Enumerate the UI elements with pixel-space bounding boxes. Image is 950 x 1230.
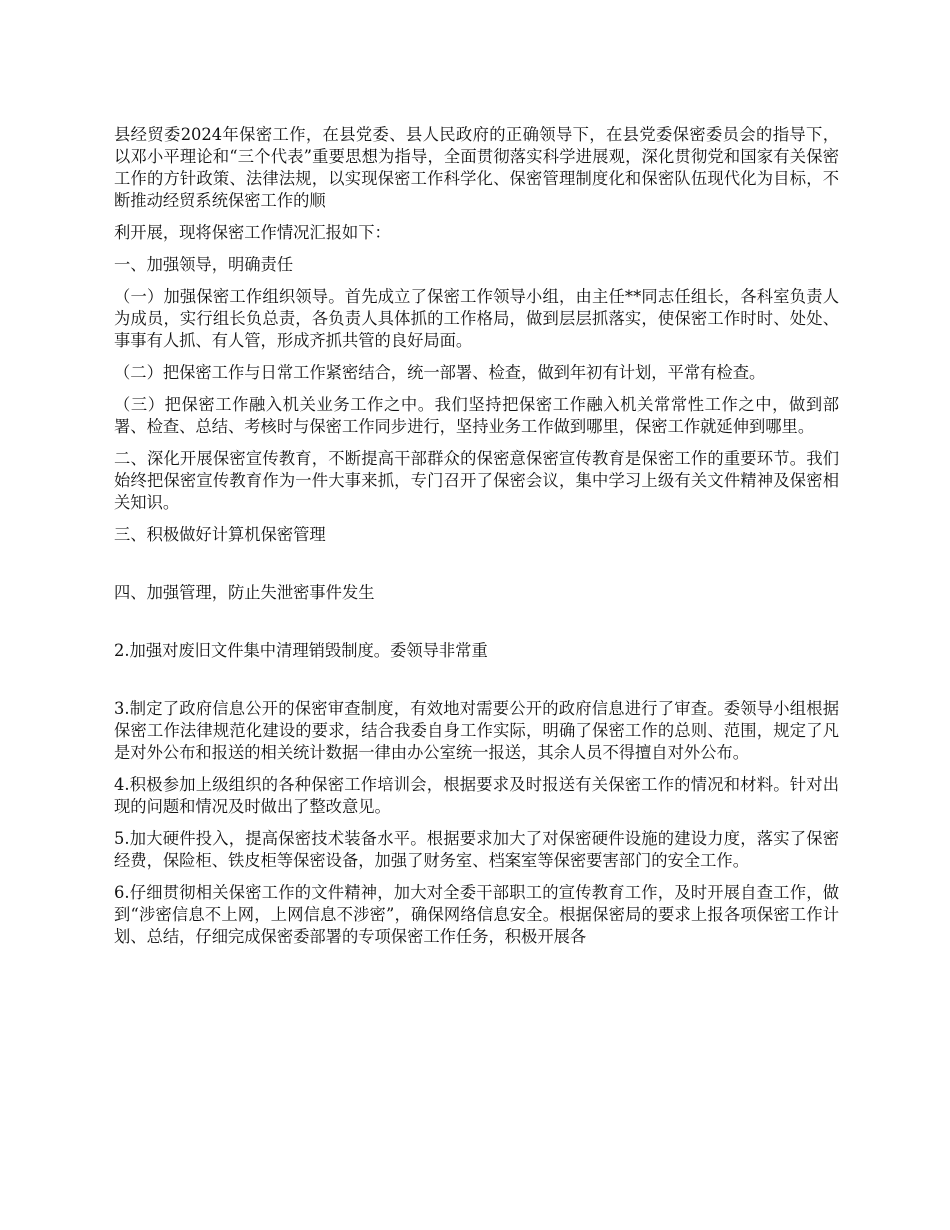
document-page <box>114 124 839 958</box>
paragraph-intro-continued: 利开展，现将保密工作情况汇报如下： <box>114 223 391 242</box>
heading-section-4: 四、加强管理，防止失泄密事件发生 <box>114 583 375 602</box>
paragraph-item-2: （二）把保密工作与日常工作紧密结合，统一部署、检查，做到年初有计划，平常有检查。 <box>114 363 766 382</box>
heading-section-1: 一、加强领导，明确责任 <box>114 255 294 274</box>
paragraph-point-5: 5.加大硬件投入，提高保密技术装备水平。根据要求加大了对保密硬件设施的建设力度，落实了保密经费，保险柜、铁皮柜等保密设备，加强了财务室、档案室等保密要害部门的安全工作。 <box>114 829 839 870</box>
paragraph-item-3: （三）把保密工作融入机关业务工作之中。我们坚持把保密工作融入机关常常性工作之中，做到部署、检查、总结、考核时与保密工作同步进行，坚持业务工作做到哪里，保密工作就延伸到哪里。 <box>114 395 839 436</box>
paragraph-item-1: （一）加强保密工作组织领导。首先成立了保密工作领导小组，由主任**同志任组长，各科室负责人为成员，实行组长负总责，各负责人具体抓的工作格局，做到层层抓落实，使保密工作时时、处处、事事有人抓、有人管，形成齐抓共管的良好局面。 <box>114 287 839 350</box>
paragraph-intro: 县经贸委2024年保密工作，在县党委、县人民政府的正确领导下，在县党委保密委员会的指导下，以邓小平理论和“三个代表”重要思想为指导，全面贯彻落实科学进展观，深化贯彻党和国家有关保密工作的方针政策、法律法规，以实现保密工作科学化、保密管理制度化和保密队伍现代化为目标，不断推动经贸系统保密工作的顺 <box>114 125 839 210</box>
paragraph-point-2: 2.加强对废旧文件集中清理销毁制度。委领导非常重 <box>114 641 488 660</box>
heading-section-3: 三、积极做好计算机保密管理 <box>114 525 326 544</box>
heading-section-2: 二、深化开展保密宣传教育，不断提高干部群众的保密意保密宣传教育是保密工作的重要环节。我们始终把保密宣传教育作为一件大事来抓，专门召开了保密会议，集中学习上级有关文件精神及保密相关知识。 <box>114 449 839 512</box>
paragraph-point-3: 3.制定了政府信息公开的保密审查制度，有效地对需要公开的政府信息进行了审查。委领导小组根据保密工作法律规范化建设的要求，结合我委自身工作实际，明确了保密工作的总则、范围，规定了凡是对外公布和报送的相关统计数据一律由办公室统一报送，其余人员不得擅自对外公布。 <box>114 699 839 762</box>
paragraph-point-6: 6.仔细贯彻相关保密工作的文件精神，加大对全委干部职工的宣传教育工作，及时开展自查工作，做到“涉密信息不上网，上网信息不涉密”，确保网络信息安全。根据保密局的要求上报各项保密工作计划、总结，仔细完成保密委部署的专项保密工作任务，积极开展各 <box>114 883 839 946</box>
paragraph-point-4: 4.积极参加上级组织的各种保密工作培训会，根据要求及时报送有关保密工作的情况和材料。针对出现的问题和情况及时做出了整改意见。 <box>114 775 839 816</box>
